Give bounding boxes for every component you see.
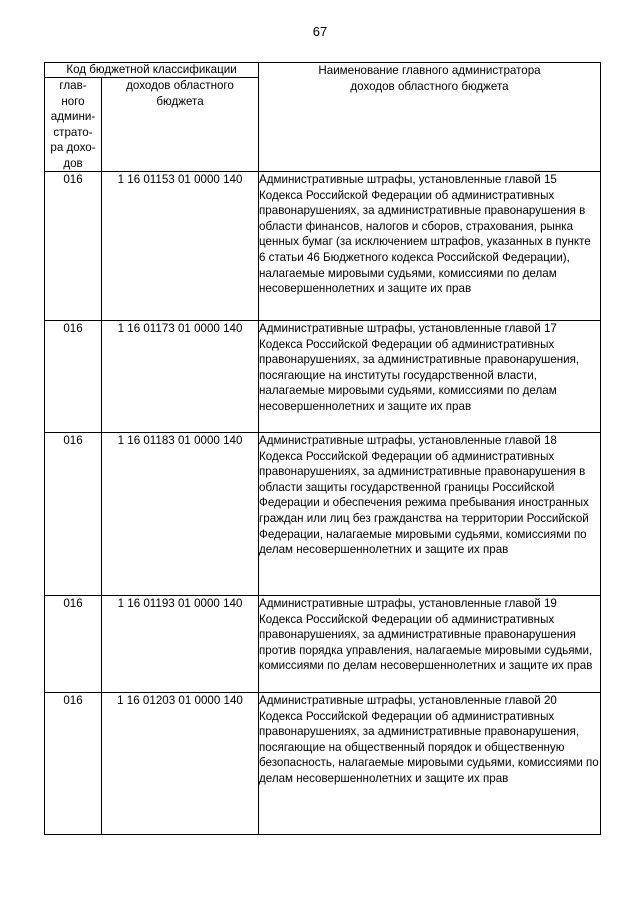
table-row: [45, 321, 601, 433]
description-cell: Административные штрафы, установленные главой 19 Кодекса Российской Федерации об административных правонарушениях, за административные правонарушения против порядка управления, налагаемые мировыми судьями, комиссиями по делам несовершеннолетних и защите их прав: [259, 596, 601, 693]
income-code-cell: 1 16 01193 01 0000 140: [102, 596, 259, 693]
header-administrator-name: Наименование главного администратора доходов областного бюджета: [259, 63, 601, 172]
income-code-cell: 1 16 01173 01 0000 140: [102, 321, 259, 433]
budget-classification-table: [44, 62, 601, 835]
table-row: [45, 693, 601, 835]
table-header-row-group: [45, 63, 601, 78]
admin-code-cell: 016: [45, 693, 102, 835]
header-budget-classification-code: Код бюджетной классификации: [45, 63, 259, 78]
admin-code-cell: 016: [45, 172, 102, 321]
description-cell: Административные штрафы, установленные главой 15 Кодекса Российской Федерации об административных правонарушениях, за административные правонарушения в области финансов, налогов и сборов, страхования, рынка ценных бумаг (за исключением штрафов, указанных в пункте 6 статьи 46 Бюджетного кодекса Российской Федерации), налагаемые мировыми судьями, комиссиями по делам несовершеннолетних и защите их прав: [259, 172, 601, 321]
description-cell: Административные штрафы, установленные главой 20 Кодекса Российской Федерации об административных правонарушениях, за административные правонарушения, посягающие на общественный порядок и общественную безопасность, налагаемые мировыми судьями, комиссиями по делам несовершеннолетних и защите их прав: [259, 693, 601, 835]
income-code-cell: 1 16 01203 01 0000 140: [102, 693, 259, 835]
header-income-code: доходов областного бюджета: [102, 78, 259, 172]
header-main-administrator-code: глав- ного админи- страто- ра дохо- дов: [45, 78, 102, 172]
table-row: [45, 433, 601, 596]
table-body: [45, 172, 601, 835]
table-row: [45, 596, 601, 693]
income-code-cell: 1 16 01153 01 0000 140: [102, 172, 259, 321]
description-cell: Административные штрафы, установленные главой 17 Кодекса Российской Федерации об административных правонарушениях, за административные правонарушения, посягающие на институты государственной власти, налагаемые мировыми судьями, комиссиями по делам несовершеннолетних и защите их прав: [259, 321, 601, 433]
admin-code-cell: 016: [45, 433, 102, 596]
admin-code-cell: 016: [45, 321, 102, 433]
admin-code-cell: 016: [45, 596, 102, 693]
table-row: [45, 172, 601, 321]
income-code-cell: 1 16 01183 01 0000 140: [102, 433, 259, 596]
description-cell: Административные штрафы, установленные главой 18 Кодекса Российской Федерации об административных правонарушениях, за административные правонарушения в области защиты государственной границы Российской Федерации и обеспечения режима пребывания иностранных граждан или лиц без гражданства на территории Российской Федерации, налагаемые мировыми судьями, комиссиями по делам несовершеннолетних и защите их прав: [259, 433, 601, 596]
page-number: 67: [312, 24, 328, 39]
